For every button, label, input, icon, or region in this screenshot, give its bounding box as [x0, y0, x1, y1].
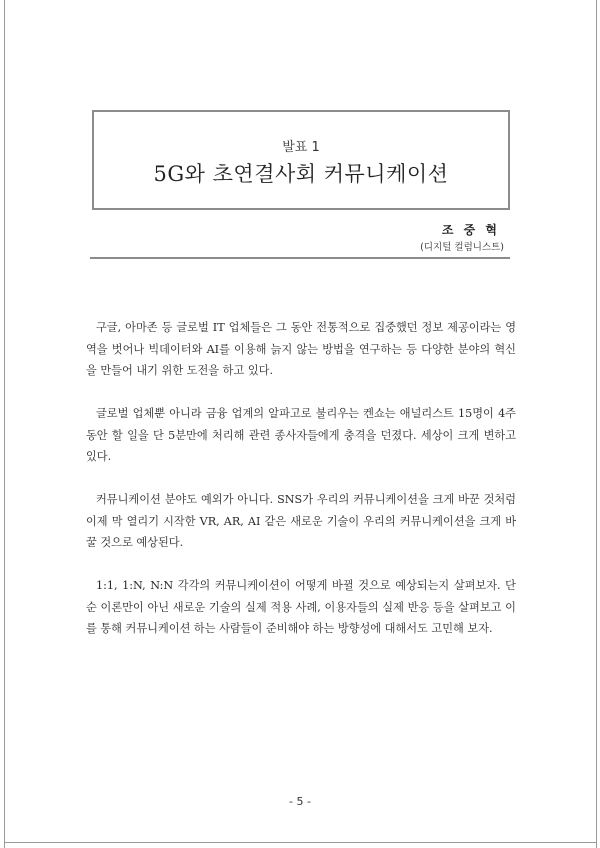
talk-label: 발표 1 — [282, 140, 320, 155]
header-divider — [90, 257, 510, 259]
paragraph: 커뮤니케이션 분야도 예외가 아니다. SNS가 우리의 커뮤니케이션을 크게 바꾼 것처럼 이제 막 열리기 시작한 VR, AR, AI 같은 새로운 기술이 우리의 커뮤니케이션을 크게 바꿀 것으로 예상된다. — [86, 493, 516, 549]
paragraph: 구글, 아마존 등 글로벌 IT 업체들은 그 동안 전통적으로 집중했던 정보 제공이라는 영역을 벗어나 빅데이터와 AI를 이용해 늙지 않는 방법을 연구하는 등 다양한 분야의 혁신을 만들어 내기 위한 도전을 하고 있다. — [86, 321, 516, 377]
page-border-bottom — [4, 842, 597, 843]
talk-title: 5G와 초연결사회 커뮤니케이션 — [153, 162, 449, 186]
paragraph: 글로벌 업체뿐 아니라 금융 업계의 알파고로 불리우는 켄쇼는 애널리스트 15명이 4주동안 할 일을 단 5분만에 처리해 관련 종사자들에게 충격을 던졌다. 세상이 크게 변하고 있다. — [86, 407, 516, 463]
page-number: - 5 - — [289, 795, 311, 808]
page-border-left — [4, 0, 5, 848]
title-box — [92, 110, 510, 210]
author-affiliation: (디지털 컬럼니스트) — [420, 242, 504, 253]
page-border-right — [596, 0, 597, 848]
author-name: 조 중 혁 — [441, 223, 500, 237]
body-text — [86, 317, 516, 661]
paragraph: 1:1, 1:N, N:N 각각의 커뮤니케이션이 어떻게 바뀔 것으로 예상되는지 살펴보자. 단순 이론만이 아닌 새로운 기술의 실제 적용 사례, 이용자들의 실제 반응 등을 살펴보고 이를 통해 커뮤니케이션 하는 사람들이 준비해야 하는 방향성에 대해서도 고민해 보자. — [86, 579, 516, 635]
